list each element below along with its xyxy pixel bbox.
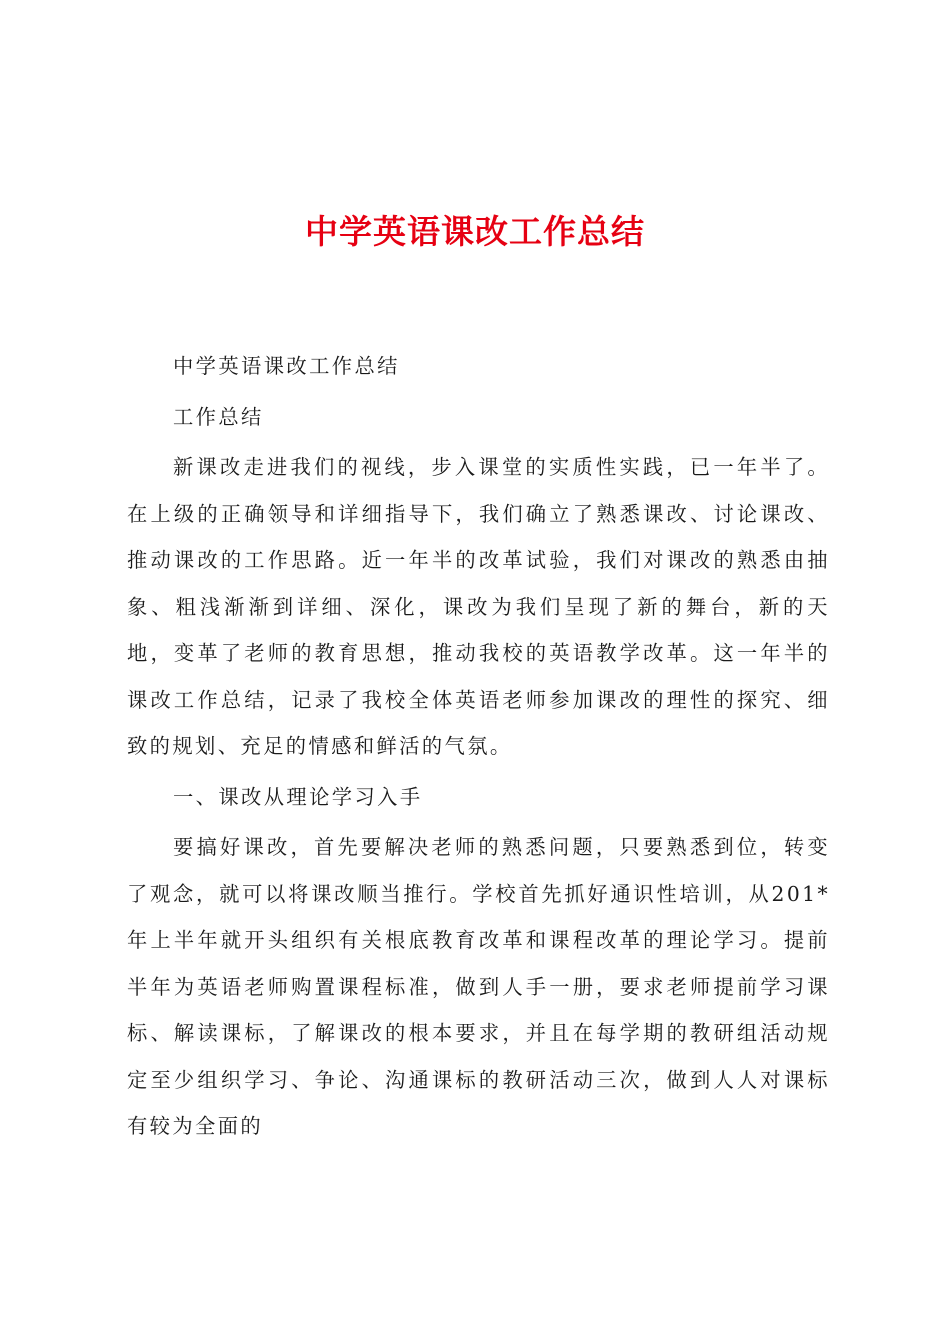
document-body [127, 343, 830, 1154]
paragraph-body-1: 要搞好课改，首先要解决老师的熟悉问题，只要熟悉到位，转变了观念，就可以将课改顺当推行。学校首先抓好通识性培训，从201*年上半年就开头组织有关根底教育改革和课程改革的理论学习。提前半年为英语老师购置课程标准，做到人手一册，要求老师提前学习课标、解读课标，了解课改的根本要求，并且在每学期的教研组活动规定至少组织学习、争论、沟通课标的教研活动三次，做到人人对课标有较为全面的 [127, 835, 830, 1138]
paragraph-intro: 新课改走进我们的视线，步入课堂的实质性实践，已一年半了。在上级的正确领导和详细指导下，我们确立了熟悉课改、讨论课改、推动课改的工作思路。近一年半的改革试验，我们对课改的熟悉由抽象、粗浅渐渐到详细、深化，课改为我们呈现了新的舞台，新的天地，变革了老师的教育思想，推动我校的英语教学改革。这一年半的课改工作总结，记录了我校全体英语老师参加课改的理性的探究、细致的规划、充足的情感和鲜活的气氛。 [127, 455, 830, 758]
paragraph-section-label: 工作总结 [173, 404, 264, 429]
paragraph-heading-1: 一、课改从理论学习入手 [173, 784, 423, 809]
document-title: 中学英语课改工作总结 [305, 212, 645, 251]
paragraph-subtitle: 中学英语课改工作总结 [173, 354, 400, 378]
